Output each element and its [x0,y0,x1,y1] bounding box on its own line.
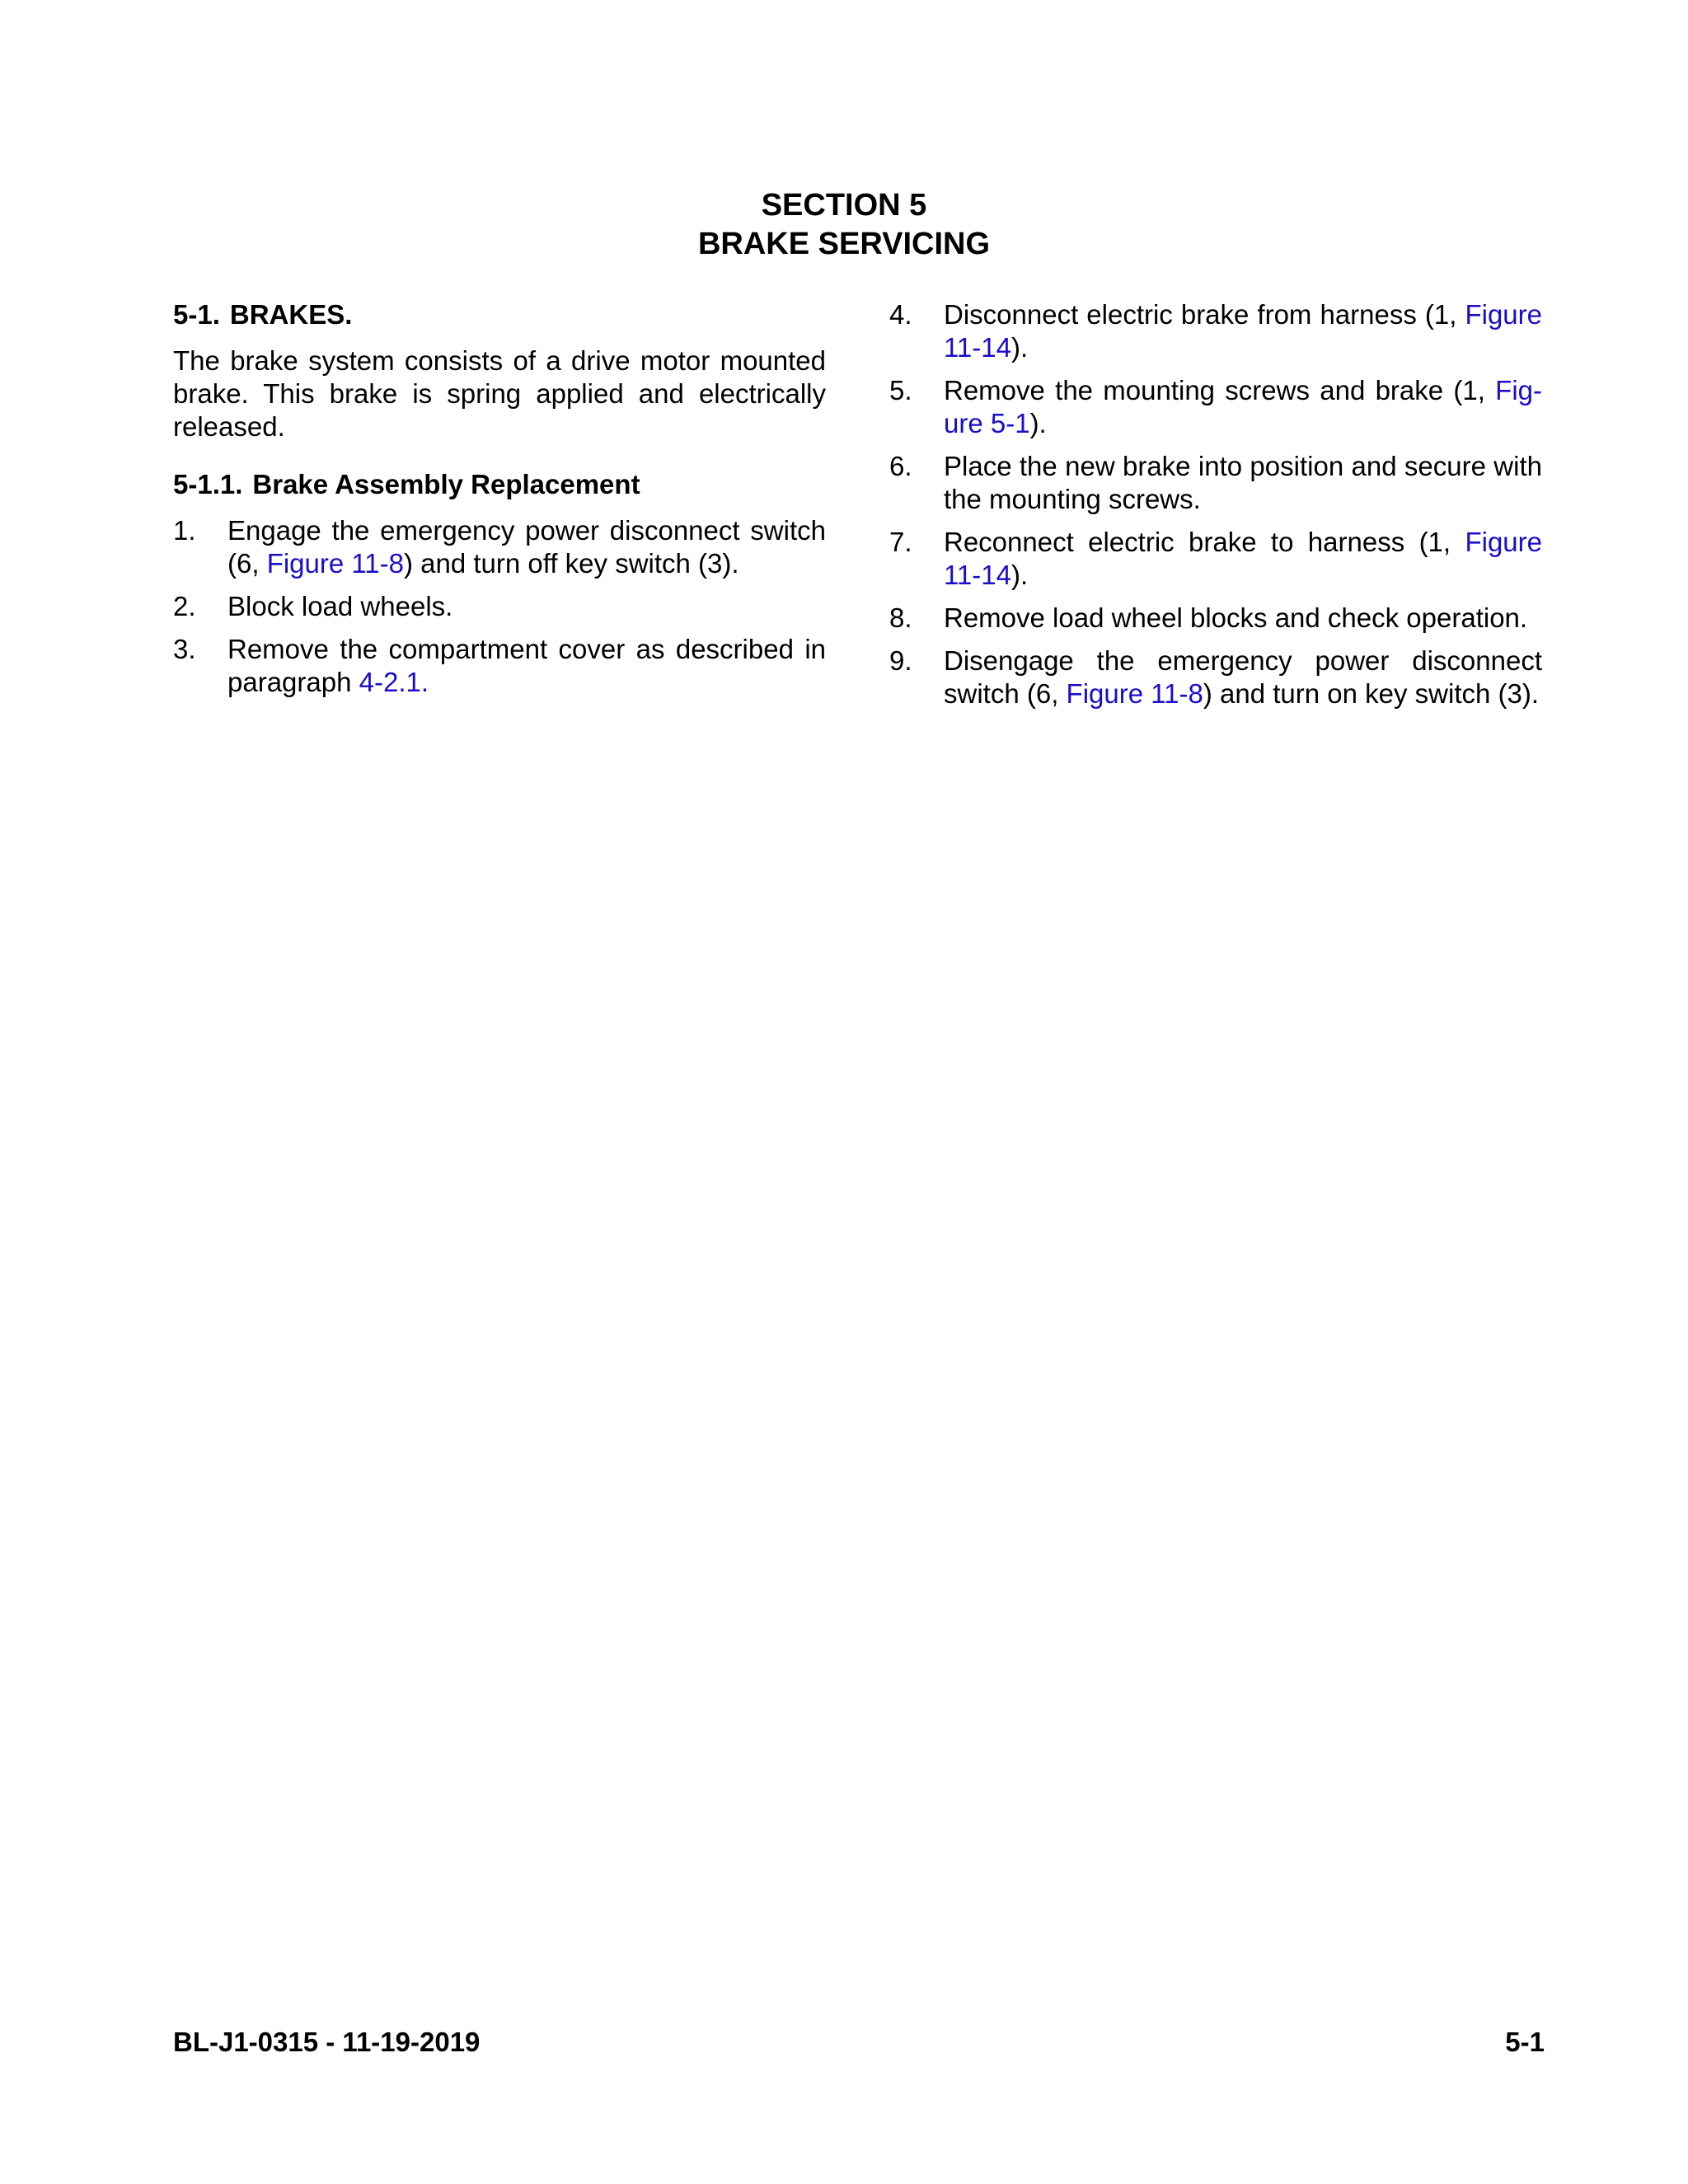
figure-link[interactable]: Fig-ure 5-1 [944,375,1542,438]
step-text: Disconnect electric brake from harness (1, [944,299,1465,330]
step-text-end: ). [1010,332,1029,363]
step-text: Reconnect electric brake to harness (1, [944,527,1465,557]
step-6 [889,450,1542,516]
step-number: 4. [889,299,912,330]
right-column [889,298,1542,720]
step-number: 1. [173,515,196,546]
step-1 [173,514,826,580]
page-number: 5-1 [1505,2027,1545,2057]
step-number: 6. [889,451,912,481]
step-text-end: ) and turn on key switch (3). [1203,678,1540,709]
step-number: 8. [889,602,912,633]
subheading-number: 5-1.1. [173,469,243,499]
step-text: Disengage the emergency power disconnect switch (6, [944,645,1542,709]
step-number: 5. [889,375,912,405]
step-3 [173,633,826,699]
step-number: 7. [889,527,912,557]
section-number: SECTION 5 [761,188,927,223]
heading-number: 5-1. [173,299,220,330]
subheading-brake-assembly [173,468,826,501]
step-8 [889,602,1542,635]
step-5 [889,374,1542,440]
step-9 [889,644,1542,710]
step-text-end: ). [1029,408,1047,438]
step-7 [889,526,1542,592]
step-number: 9. [889,645,912,676]
step-4 [889,298,1542,364]
heading-text: BRAKES. [229,299,353,330]
figure-link[interactable]: Figure 11-14 [944,527,1542,590]
section-title: BRAKE SERVICING [697,227,991,261]
step-text-end: ) and turn off key switch (3). [404,548,739,579]
step-text: Place the new brake into position and secure with the mounting screws. [944,451,1542,514]
left-column [173,298,826,709]
steps-list-left [173,514,826,699]
step-text: Remove the compartment cover as described in paragraph [227,634,826,697]
figure-link[interactable]: Figure 11-14 [944,299,1542,363]
figure-link[interactable]: Figure 11-8 [1066,678,1203,709]
subheading-text: Brake Assembly Replacement [252,469,640,499]
document-id: BL-J1-0315 - 11-19-2019 [173,2027,481,2057]
figure-link[interactable]: Figure 11-8 [266,548,404,579]
paragraph-link[interactable]: 4-2.1. [359,667,429,697]
section-header [0,186,1688,264]
step-2 [173,590,826,623]
step-number: 2. [173,591,196,621]
step-number: 3. [173,634,196,664]
step-text: Block load wheels. [227,591,453,621]
step-text: Engage the emergency power disconnect switch (6, [227,515,826,579]
step-text: Remove the mounting screws and brake (1, [944,375,1496,405]
step-text-end: ). [1010,560,1029,590]
step-text: Remove load wheel blocks and check operation. [944,602,1528,633]
steps-list-right [889,298,1542,710]
intro-paragraph: The brake system consists of a drive motor mounted brake. This brake is spring applied and electrically released. [173,345,826,442]
heading-brakes [173,298,826,331]
